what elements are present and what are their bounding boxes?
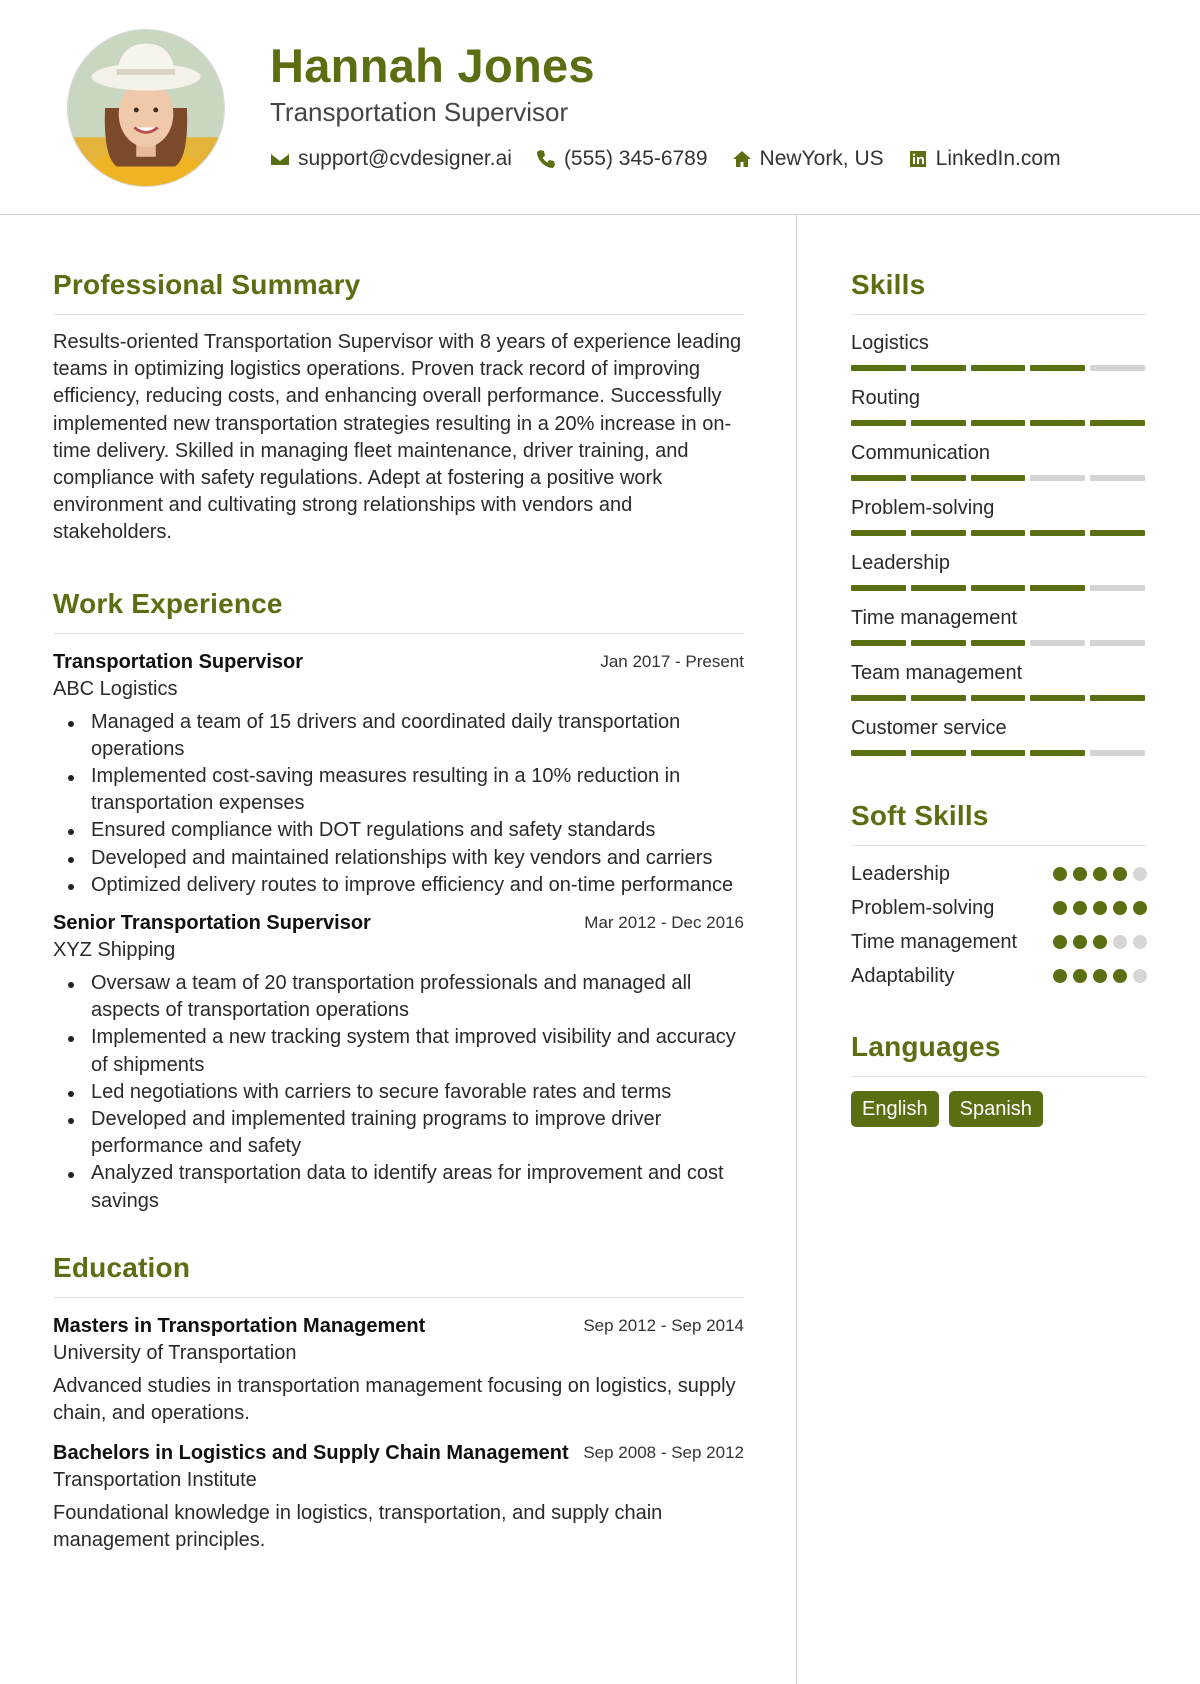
job-bullet: Developed and implemented training programs to improve driver performance and safety — [53, 1106, 744, 1160]
school-name: Transportation Institute — [53, 1469, 257, 1492]
job-bullet: Oversaw a team of 20 transportation professionals and managed all aspects of transportation operations — [53, 970, 744, 1024]
skills-list — [851, 329, 1147, 756]
education-entry — [53, 1312, 744, 1427]
job-company: XYZ Shipping — [53, 939, 176, 962]
skill-name: Communication — [851, 442, 990, 464]
contact-list — [270, 147, 1085, 171]
skill-level-segment — [1090, 750, 1145, 756]
skills-heading: Skills — [851, 268, 1147, 315]
skill-level-segment — [1090, 365, 1145, 371]
skill-name: Problem-solving — [851, 497, 995, 519]
skill-level-segment — [971, 475, 1026, 481]
skill-level-segment — [971, 530, 1026, 536]
skill-level-bar — [851, 420, 1145, 426]
soft-skill-rating — [1053, 928, 1147, 949]
soft-skill-row — [851, 860, 1147, 888]
soft-skill-name: Problem-solving — [851, 897, 995, 919]
skill-level-segment — [911, 750, 966, 756]
job-bullet: Managed a team of 15 drivers and coordinated daily transportation operations — [53, 709, 744, 763]
job-bullet: Optimized delivery routes to improve efficiency and on-time performance — [53, 872, 744, 899]
skill-level-bar — [851, 365, 1145, 371]
skill-level-bar — [851, 585, 1145, 591]
degree-title: Bachelors in Logistics and Supply Chain Management — [53, 1442, 569, 1465]
skill-level-segment — [971, 420, 1026, 426]
rating-dot — [1133, 935, 1147, 949]
contact-location-text: NewYork, US — [759, 147, 884, 170]
skill-level-segment — [851, 640, 906, 646]
contact-linkedin-text: LinkedIn.com — [935, 147, 1061, 170]
job-entry — [53, 909, 744, 1215]
skill-level-segment — [1090, 475, 1145, 481]
skill-level-segment — [971, 365, 1026, 371]
education-entry — [53, 1439, 744, 1554]
job-title: Senior Transportation Supervisor — [53, 912, 371, 935]
envelope-icon — [270, 149, 290, 169]
soft-skills-list — [851, 860, 1147, 990]
skill-level-segment — [851, 365, 906, 371]
skill-level-bar — [851, 640, 1145, 646]
languages-heading: Languages — [851, 1030, 1147, 1077]
home-icon — [732, 149, 752, 169]
phone-icon — [536, 149, 556, 169]
job-date: Mar 2012 - Dec 2016 — [584, 913, 744, 933]
skill-level-segment — [1090, 695, 1145, 701]
skill-level-bar — [851, 475, 1145, 481]
skill-name: Time management — [851, 607, 1017, 629]
skill-level-segment — [851, 420, 906, 426]
rating-dot — [1133, 901, 1147, 915]
rating-dot — [1133, 969, 1147, 983]
skill-level-segment — [1030, 530, 1085, 536]
skill-level-segment — [1030, 750, 1085, 756]
job-bullet: Developed and maintained relationships with key vendors and carriers — [53, 845, 744, 872]
summary-heading: Professional Summary — [53, 268, 744, 315]
rating-dot — [1073, 969, 1087, 983]
languages-list — [851, 1091, 1147, 1127]
job-bullet: Analyzed transportation data to identify areas for improvement and cost savings — [53, 1160, 744, 1214]
rating-dot — [1093, 901, 1107, 915]
degree-title: Masters in Transportation Management — [53, 1314, 426, 1337]
skill-level-segment — [851, 695, 906, 701]
soft-skill-row — [851, 962, 1147, 990]
soft-skill-name: Time management — [851, 931, 1017, 953]
rating-dot — [1093, 969, 1107, 983]
main-column — [53, 268, 744, 1567]
skill-level-segment — [911, 475, 966, 481]
contact-linkedin[interactable] — [908, 147, 1061, 171]
skill-level-segment — [911, 585, 966, 591]
rating-dot — [1073, 867, 1087, 881]
job-bullets — [53, 709, 744, 899]
soft-skill-name: Adaptability — [851, 965, 955, 987]
soft-skill-row — [851, 894, 1147, 922]
experience-heading: Work Experience — [53, 587, 744, 634]
skill-level-segment — [1030, 420, 1085, 426]
resume-header — [0, 0, 1200, 215]
job-bullet: Led negotiations with carriers to secure favorable rates and terms — [53, 1079, 744, 1106]
degree-date: Sep 2008 - Sep 2012 — [583, 1443, 744, 1463]
skill-level-segment — [1030, 695, 1085, 701]
rating-dot — [1053, 935, 1067, 949]
degree-description: Foundational knowledge in logistics, transportation, and supply chain management principles. — [53, 1502, 663, 1552]
contact-email[interactable] — [270, 147, 512, 171]
rating-dot — [1133, 867, 1147, 881]
job-title: Transportation Supervisor — [53, 650, 304, 673]
education-heading: Education — [53, 1251, 744, 1298]
degree-description: Advanced studies in transportation management focusing on logistics, supply chain, and operations. — [53, 1374, 736, 1425]
skill-name: Routing — [851, 387, 920, 409]
rating-dot — [1113, 901, 1127, 915]
skill-level-bar — [851, 750, 1145, 756]
skill-level-bar — [851, 530, 1145, 536]
contact-location — [732, 147, 884, 171]
candidate-title: Transportation Supervisor — [270, 97, 569, 127]
job-bullets — [53, 970, 744, 1215]
rating-dot — [1093, 867, 1107, 881]
rating-dot — [1113, 867, 1127, 881]
soft-skill-rating — [1053, 962, 1147, 983]
profile-photo — [67, 29, 225, 187]
skill-name: Logistics — [851, 332, 929, 354]
profile-photo-illustration — [68, 30, 224, 186]
skill-level-segment — [911, 640, 966, 646]
job-bullet: Ensured compliance with DOT regulations and safety standards — [53, 817, 744, 844]
skill-level-segment — [971, 695, 1026, 701]
rating-dot — [1093, 935, 1107, 949]
job-company: ABC Logistics — [53, 677, 178, 700]
skill-level-segment — [971, 585, 1026, 591]
soft-skill-rating — [1053, 860, 1147, 881]
contact-email-text: support@cvdesigner.ai — [298, 147, 512, 170]
skill-level-segment — [1030, 365, 1085, 371]
skill-level-segment — [1090, 640, 1145, 646]
skill-name: Team management — [851, 662, 1023, 684]
language-tag: English — [851, 1091, 939, 1127]
skill-level-segment — [1030, 640, 1085, 646]
skill-level-segment — [851, 585, 906, 591]
skill-level-segment — [971, 750, 1026, 756]
skill-level-segment — [1090, 585, 1145, 591]
skill-name: Customer service — [851, 717, 1007, 739]
candidate-name: Hannah Jones — [270, 39, 595, 92]
linkedin-icon — [908, 149, 928, 169]
skill-level-segment — [851, 530, 906, 536]
skill-level-segment — [1090, 420, 1145, 426]
summary-text: Results-oriented Transportation Supervisor with 8 years of experience leading teams in optimizing logistics operations. Proven track record of improving efficiency, reducing costs, and enhancing overall performance. Successfully implemented new transportation strategies resulting in a 20% increase in on-time delivery. Skilled in managing fleet maintenance, driver training, and compliance with safety regulations. Adept at fostering a positive work environment and cultivating strong relationships with vendors and stakeholders. — [53, 331, 742, 544]
soft-skill-row — [851, 928, 1147, 956]
contact-phone-text: (555) 345-6789 — [563, 147, 708, 170]
rating-dot — [1053, 969, 1067, 983]
soft-skill-name: Leadership — [851, 863, 950, 885]
degree-date: Sep 2012 - Sep 2014 — [583, 1315, 744, 1335]
skill-level-segment — [1030, 585, 1085, 591]
skill-level-segment — [851, 750, 906, 756]
school-name: University of Transportation — [53, 1341, 297, 1364]
job-entry — [53, 648, 744, 899]
rating-dot — [1073, 901, 1087, 915]
skill-level-segment — [911, 420, 966, 426]
job-bullet: Implemented a new tracking system that improved visibility and accuracy of shipments — [53, 1024, 744, 1078]
rating-dot — [1073, 935, 1087, 949]
skill-level-segment — [911, 695, 966, 701]
skill-name: Leadership — [851, 552, 950, 574]
rating-dot — [1053, 901, 1067, 915]
soft-skills-heading: Soft Skills — [851, 799, 1147, 846]
skill-level-segment — [911, 530, 966, 536]
column-divider — [796, 215, 797, 1684]
rating-dot — [1113, 969, 1127, 983]
job-date: Jan 2017 - Present — [600, 651, 744, 671]
rating-dot — [1053, 867, 1067, 881]
job-bullet: Implemented cost-saving measures resulting in a 10% reduction in transportation expenses — [53, 763, 744, 817]
rating-dot — [1113, 935, 1127, 949]
language-tag: Spanish — [949, 1091, 1043, 1127]
skill-level-segment — [1090, 530, 1145, 536]
skill-level-segment — [911, 365, 966, 371]
soft-skill-rating — [1053, 894, 1147, 915]
skill-level-bar — [851, 695, 1145, 701]
skill-level-segment — [1030, 475, 1085, 481]
contact-phone[interactable] — [536, 147, 708, 171]
skill-level-segment — [971, 640, 1026, 646]
sidebar-column — [851, 268, 1147, 1127]
skill-level-segment — [851, 475, 906, 481]
